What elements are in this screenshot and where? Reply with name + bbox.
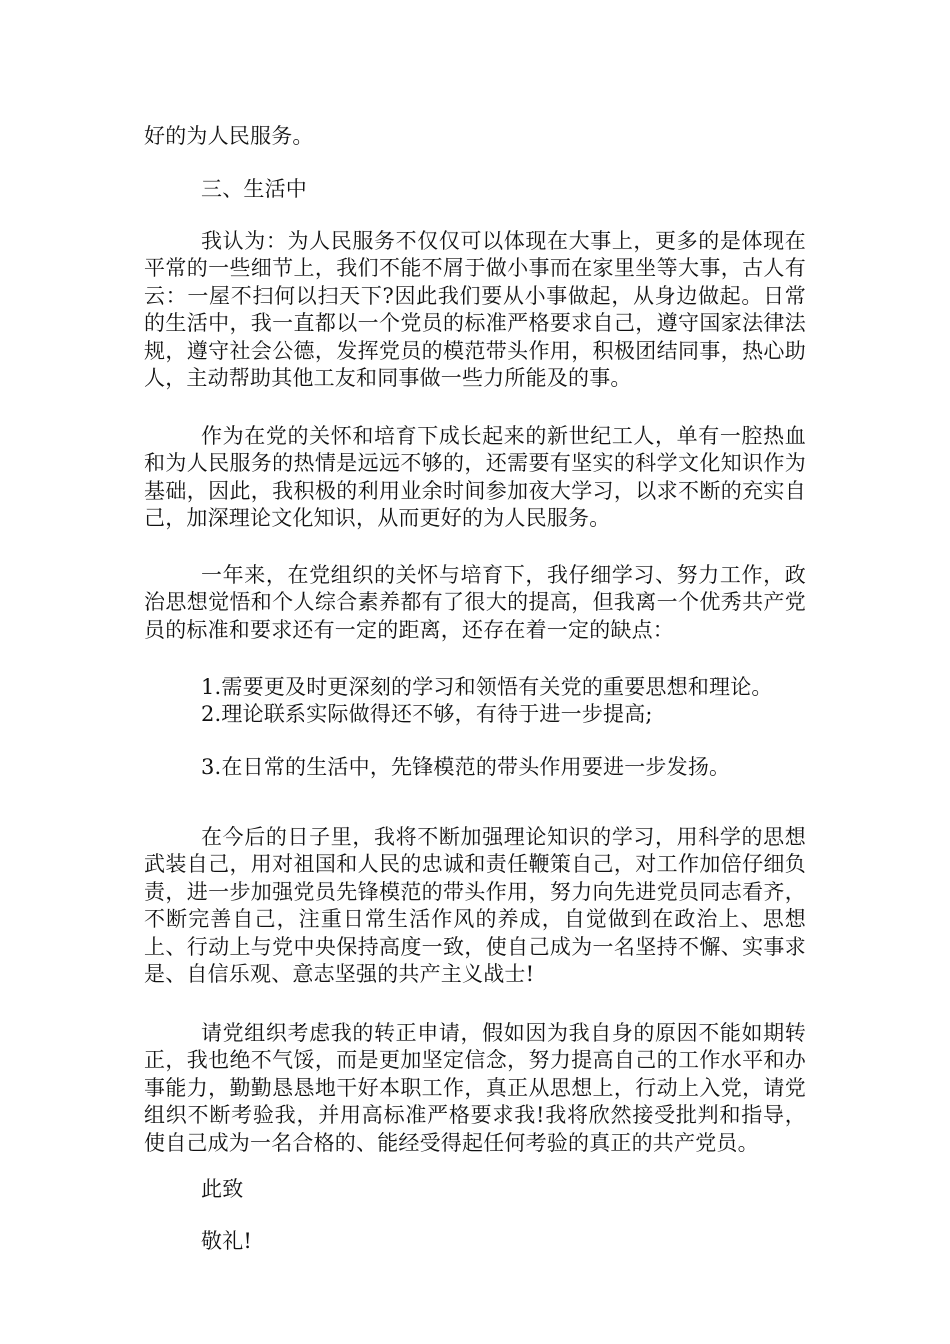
paragraph-shortcomings-intro: 一年来，在党组织的关怀与培育下，我仔细学习、努力工作，政治思想觉悟和个人综合素养都有了很大的提高，但我离一个优秀共产党员的标准和要求还有一定的距离，还存在着一定的缺点： [144,563,806,642]
closing-respect: 敬礼! [201,1229,253,1253]
list-item-shortcoming-2: 2.理论联系实际做得还不够，有待于进一步提高; [201,702,653,726]
paragraph-future-plan: 在今后的日子里，我将不断加强理论知识的学习，用科学的思想武装自己，用对祖国和人民的忠诚和责任鞭策自己，对工作加倍仔细负责，进一步加强党员先锋模范的带头作用，努力向先进党员同志看齐，不断完善自己，注重日常生活作风的养成，自觉做到在政治上、思想上、行动上与党中央保持高度一致，使自己成为一名坚持不懈、实事求是、自信乐观、意志坚强的共产主义战士! [144,825,806,987]
paragraph-continuation: 好的为人民服务。 [144,124,314,148]
paragraph-serve-in-details: 我认为：为人民服务不仅仅可以体现在大事上，更多的是体现在平常的一些细节上，我们不能不屑于做小事而在家里坐等大事，古人有云：一屋不扫何以扫天下?因此我们要从小事做起，从身边做起。日常的生活中，我一直都以一个党员的标准严格要求自己，遵守国家法律法规，遵守社会公德，发挥党员的模范带头作用，积极团结同事，热心助人，主动帮助其他工友和同事做一些力所能及的事。 [144,229,806,391]
list-item-shortcoming-3: 3.在日常的生活中，先锋模范的带头作用要进一步发扬。 [201,755,731,779]
paragraph-new-worker: 作为在党的关怀和培育下成长起来的新世纪工人，单有一腔热血和为人民服务的热情是远远不够的，还需要有坚实的科学文化知识作为基础，因此，我积极的利用业余时间参加夜大学习，以求不断的充实自己，加深理论文化知识，从而更好的为人民服务。 [144,424,806,531]
paragraph-application-request: 请党组织考虑我的转正申请，假如因为我自身的原因不能如期转正，我也绝不气馁，而是更加坚定信念，努力提高自己的工作水平和办事能力，勤勤恳恳地干好本职工作，真正从思想上，行动上入党，请党组织不断考验我，并用高标准严格要求我!我将欣然接受批判和指导，使自己成为一名合格的、能经受得起任何考验的真正的共产党员。 [144,1021,806,1155]
list-item-shortcoming-1: 1.需要更及时更深刻的学习和领悟有关党的重要思想和理论。 [201,675,773,699]
section-heading-life: 三、生活中 [201,177,307,201]
closing-salutation: 此致 [201,1177,244,1201]
